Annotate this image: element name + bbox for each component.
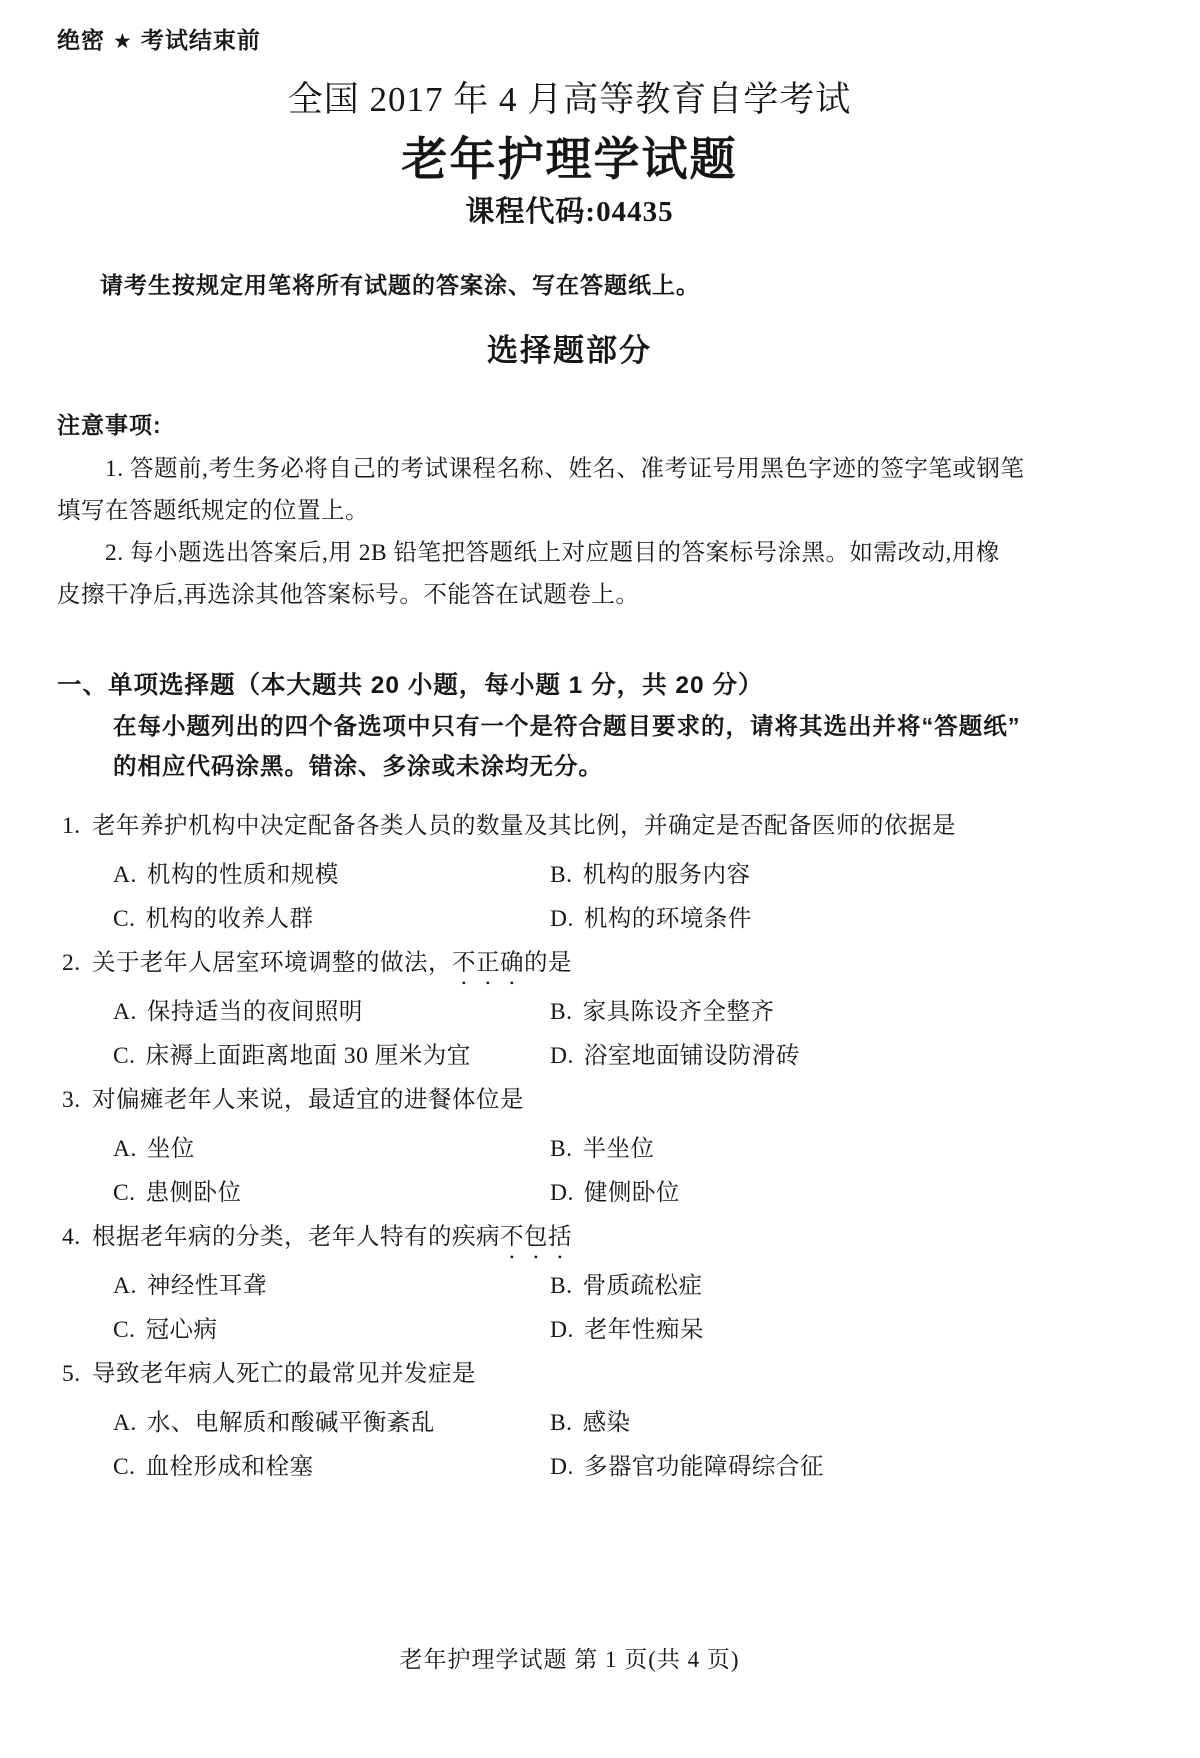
- single-choice-instruction-line2: 的相应代码涂黑。错涂、多涂或未涂均无分。: [113, 753, 603, 779]
- question-number: 4.: [62, 1224, 81, 1250]
- option-text: 保持适当的夜间照明: [146, 999, 363, 1025]
- option-row: [57, 1034, 1082, 1078]
- single-choice-heading: 一、单项选择题（本大题共 20 小题，每小题 1 分，共 20 分）: [57, 672, 764, 699]
- single-choice-instruction-line1: 在每小题列出的四个备选项中只有一个是符合题目要求的，请将其选出并将“答题纸”: [113, 713, 1021, 739]
- option-text: 冠心病: [145, 1317, 218, 1343]
- exam-timing-label: 考试结束前: [140, 27, 261, 53]
- stem-text: 老年养护机构中决定配备各类人员的数量及其比例，并确定是否配备医师的依据是: [92, 813, 956, 839]
- option-row: [57, 1171, 1082, 1215]
- option-letter: C.: [113, 1043, 136, 1069]
- option-text: 神经性耳聋: [146, 1273, 267, 1299]
- question-stem: [57, 804, 1082, 853]
- option-letter: D.: [550, 1317, 574, 1343]
- option-letter: A.: [113, 862, 137, 888]
- question-number: 3.: [62, 1087, 81, 1113]
- question-list: [57, 804, 1082, 1489]
- star-icon: ★: [113, 30, 133, 53]
- stem-emphasized-text: 不正确: [452, 950, 524, 976]
- option-row: [57, 1401, 1082, 1445]
- option-c: [113, 1308, 550, 1352]
- attention-item2-line1: 2. 每小题选出答案后,用 2B 铅笔把答题纸上对应题目的答案标号涂黑。如需改动,用橡: [105, 540, 1000, 566]
- attention-item1-line2: 填写在答题纸规定的位置上。: [57, 498, 369, 524]
- option-text: 多器官功能障碍综合征: [583, 1454, 824, 1480]
- question-4: [57, 1215, 1082, 1352]
- question-number: 5.: [62, 1361, 81, 1387]
- paper-title: 老年护理学试题: [401, 133, 738, 185]
- option-text: 浴室地面铺设防滑砖: [583, 1043, 800, 1069]
- question-number: 1.: [62, 813, 81, 839]
- option-text: 机构的环境条件: [583, 906, 752, 932]
- option-letter: C.: [113, 1317, 136, 1343]
- option-letter: A.: [113, 1136, 137, 1162]
- option-letter: A.: [113, 999, 137, 1025]
- question-5: [57, 1352, 1082, 1489]
- option-row: [57, 1308, 1082, 1352]
- option-b: [550, 853, 751, 897]
- option-text: 机构的性质和规模: [146, 862, 339, 888]
- option-letter: C.: [113, 906, 136, 932]
- answer-sheet-notice: 请考生按规定用笔将所有试题的答案涂、写在答题纸上。: [100, 272, 700, 298]
- option-row: [57, 1127, 1082, 1171]
- option-text: 感染: [582, 1410, 631, 1436]
- option-row: [57, 990, 1082, 1034]
- stem-text: 的是: [524, 950, 572, 976]
- option-text: 健侧卧位: [583, 1180, 680, 1206]
- option-text: 患侧卧位: [145, 1180, 242, 1206]
- option-letter: B.: [550, 1273, 573, 1299]
- option-text: 半坐位: [582, 1136, 655, 1162]
- question-number: 2.: [62, 950, 81, 976]
- option-text: 机构的服务内容: [582, 862, 751, 888]
- option-d: [550, 1308, 704, 1352]
- page-footer: 老年护理学试题 第 1 页(共 4 页): [399, 1647, 740, 1672]
- option-a: [113, 853, 550, 897]
- question-stem: [57, 1078, 1082, 1127]
- section-part-title: 选择题部分: [487, 333, 652, 368]
- option-letter: C.: [113, 1454, 136, 1480]
- option-letter: B.: [550, 1136, 573, 1162]
- option-d: [550, 897, 752, 941]
- option-a: [113, 990, 550, 1034]
- option-text: 骨质疏松症: [582, 1273, 703, 1299]
- attention-item1-line1: 1. 答题前,考生务必将自己的考试课程名称、姓名、准考证号用黑色字迹的签字笔或钢笔: [105, 456, 1025, 482]
- question-stem: [57, 941, 1082, 990]
- option-row: [57, 853, 1082, 897]
- classification-label: 绝密: [57, 27, 105, 53]
- option-d: [550, 1034, 800, 1078]
- option-text: 血栓形成和栓塞: [145, 1454, 314, 1480]
- option-letter: D.: [550, 1454, 574, 1480]
- stem-text: 关于老年人居室环境调整的做法，: [92, 950, 452, 976]
- option-letter: A.: [113, 1273, 137, 1299]
- option-text: 水、电解质和酸碱平衡紊乱: [146, 1410, 435, 1436]
- option-text: 机构的收养人群: [145, 906, 314, 932]
- stem-emphasized-text: 不包括: [500, 1224, 572, 1250]
- exam-title: 全国 2017 年 4 月高等教育自学考试: [287, 80, 852, 119]
- option-row: [57, 897, 1082, 941]
- question-stem: [57, 1352, 1082, 1401]
- stem-text: 导致老年病人死亡的最常见并发症是: [92, 1361, 476, 1387]
- option-letter: A.: [113, 1410, 137, 1436]
- option-text: 床褥上面距离地面 30 厘米为宜: [145, 1043, 471, 1069]
- option-letter: B.: [550, 1410, 573, 1436]
- attention-heading: 注意事项:: [57, 412, 162, 438]
- option-row: [57, 1264, 1082, 1308]
- question-3: [57, 1078, 1082, 1215]
- option-letter: C.: [113, 1180, 136, 1206]
- question-stem: [57, 1215, 1082, 1264]
- option-letter: B.: [550, 862, 573, 888]
- option-a: [113, 1264, 550, 1308]
- option-c: [113, 1171, 550, 1215]
- option-d: [550, 1171, 680, 1215]
- option-text: 家具陈设齐全整齐: [582, 999, 775, 1025]
- option-c: [113, 1034, 550, 1078]
- option-c: [113, 897, 550, 941]
- option-a: [113, 1401, 550, 1445]
- option-a: [113, 1127, 550, 1171]
- option-b: [550, 1401, 631, 1445]
- option-letter: D.: [550, 1043, 574, 1069]
- question-1: [57, 804, 1082, 941]
- stem-text: 对偏瘫老年人来说，最适宜的进餐体位是: [92, 1087, 524, 1113]
- attention-item2-line2: 皮擦干净后,再选涂其他答案标号。不能答在试题卷上。: [57, 582, 640, 608]
- option-c: [113, 1445, 550, 1489]
- question-2: [57, 941, 1082, 1078]
- option-text: 坐位: [146, 1136, 195, 1162]
- option-letter: B.: [550, 999, 573, 1025]
- option-row: [57, 1445, 1082, 1489]
- option-text: 老年性痴呆: [583, 1317, 704, 1343]
- option-letter: D.: [550, 1180, 574, 1206]
- option-letter: D.: [550, 906, 574, 932]
- option-b: [550, 1127, 655, 1171]
- stem-text: 根据老年病的分类，老年人特有的疾病: [92, 1224, 500, 1250]
- option-b: [550, 1264, 703, 1308]
- option-b: [550, 990, 775, 1034]
- classification-line: [57, 26, 1082, 56]
- course-code: 课程代码:04435: [465, 196, 674, 228]
- option-d: [550, 1445, 824, 1489]
